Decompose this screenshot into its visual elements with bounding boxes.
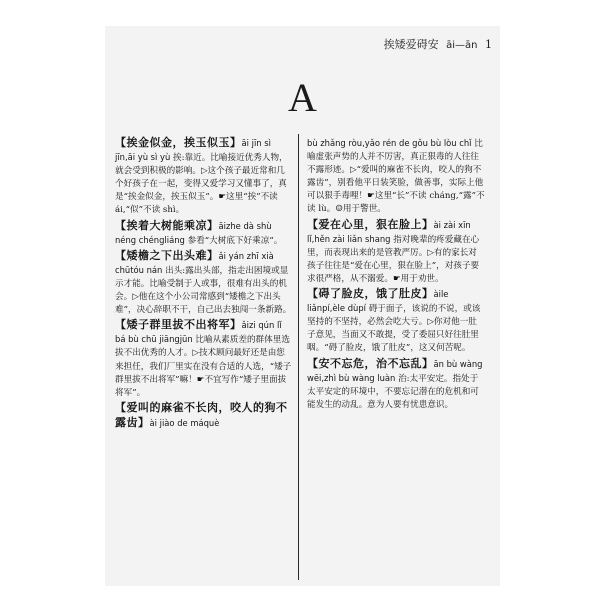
entry-definition: 出头:露出头部，指走出困境或显示才能。比喻受制于人或事，很难有出头的机会。▷他在这个小公司常感到“矮檐之下出头难”，决心辞职不干，自己出去独闯一条新路。 — [115, 265, 292, 316]
entry-headword: 【矮檐之下出头难】 — [115, 248, 219, 262]
section-letter: A — [288, 75, 317, 120]
right-column — [307, 136, 485, 413]
entry-definition: 比喻虚张声势的人并不厉害，真正狠毒的人往往不露形迹。▷“爱叫的麻雀不长肉，咬人的狗不露齿”，别看他平日装笑脸，做善事，实际上他可以狠手毒哩！☛这里“长”不读 cháng,“露”不读 lù。☺用于警世。 — [307, 139, 485, 215]
entry-headword: 【矮子群里拔不出将军】 — [115, 318, 242, 332]
entry-pinyin: ài zài xīn lǐ,hěn zài liǎn shang — [307, 219, 471, 244]
entry-definition: 指对晚辈的疼爱藏在心里，而表现出来的是管教严厉。▷有的家长对孩子往往是“爱在心里，狠在脸上”，对孩子要求很严格，从不溺爱。☛用于劝世。 — [307, 234, 480, 284]
entry-definition: 治:太平安定。指处于太平安定的环境中，不要忘记潜在的危机和可能发生的动乱。意为人要有忧患意识。 — [307, 373, 479, 410]
entry-pinyin: ài jiào de máquè — [149, 417, 220, 428]
entry — [115, 401, 293, 431]
running-header — [380, 36, 492, 52]
entry — [307, 136, 485, 217]
header-range-pinyin: āi—ān — [446, 40, 478, 51]
page-number: 1 — [485, 38, 492, 51]
entry — [115, 318, 293, 400]
entry — [307, 287, 485, 355]
entry-headword: 【爱叫的麻雀不长肉，咬人的狗不露齿】 — [115, 400, 288, 429]
entry-pinyin: bù zhǎng ròu,yǎo rén de gǒu bù lòu chǐ — [307, 138, 472, 148]
entry-pinyin: ān bù wàng wēi,zhì bù wàng luàn — [307, 358, 483, 383]
entry-pinyin: āizhe dà shù néng chéngliáng — [115, 220, 272, 245]
left-column — [115, 136, 293, 432]
entry-definition: 挨:靠近。比喻接近优秀人物，就会受到积极的影响。▷这个孩子最近常和几个好孩子在一起，变得又爱学习又懂事了，真是“挨金似金，挨玉似玉”。☛这里“挨”不读 ái,“似”不读 shì。 — [115, 153, 288, 216]
entry-definition: 比喻从素质差的群体里选拔不出优秀的人才。▷技术顾问最好还是由您来担任，我们厂里实在没有合适的人选，“矮子群里拔不出将军”嘛！☛不宜写作“矮子里面拔将军”。 — [115, 335, 292, 398]
entry — [115, 136, 293, 218]
entry-pinyin: ǎizi qún lǐ bá bù chū jiāngjūn — [115, 320, 282, 345]
entry-pinyin: àile liǎnpí,èle dùpí — [307, 289, 449, 314]
entry-headword: 【碍了脸皮，饿了肚皮】 — [307, 287, 434, 301]
entry — [307, 218, 485, 286]
entry — [115, 219, 293, 248]
entry-definition: 碍于面子，该说的不说，或该坚持的不坚持，必然会吃大亏。▷你对他一肚子意见，当面又不敢提，受了委屈只好往肚里咽。“碍了脸皮，饿了肚皮”，这又何苦呢。 — [307, 304, 481, 354]
column-divider — [298, 134, 299, 580]
entry-headword: 【挨金似金，挨玉似玉】 — [115, 136, 242, 149]
entry — [307, 357, 485, 412]
entry-definition: 参看“大树底下好乘凉”。 — [187, 235, 283, 246]
entry-headword: 【爱在心里，狠在脸上】 — [307, 217, 434, 231]
entry — [115, 249, 293, 317]
entry-headword: 【安不忘危，治不忘乱】 — [307, 356, 434, 370]
entry-pinyin: ǎi yán zhī xià chūtóu nán — [115, 250, 274, 275]
header-range-chars: 挨矮爱碍安 — [383, 38, 439, 51]
dictionary-page — [105, 26, 500, 586]
entry-pinyin: āi jīn sì jīn,āi yù sì yù — [115, 138, 271, 163]
entry-headword: 【挨着大树能乘凉】 — [115, 218, 219, 232]
